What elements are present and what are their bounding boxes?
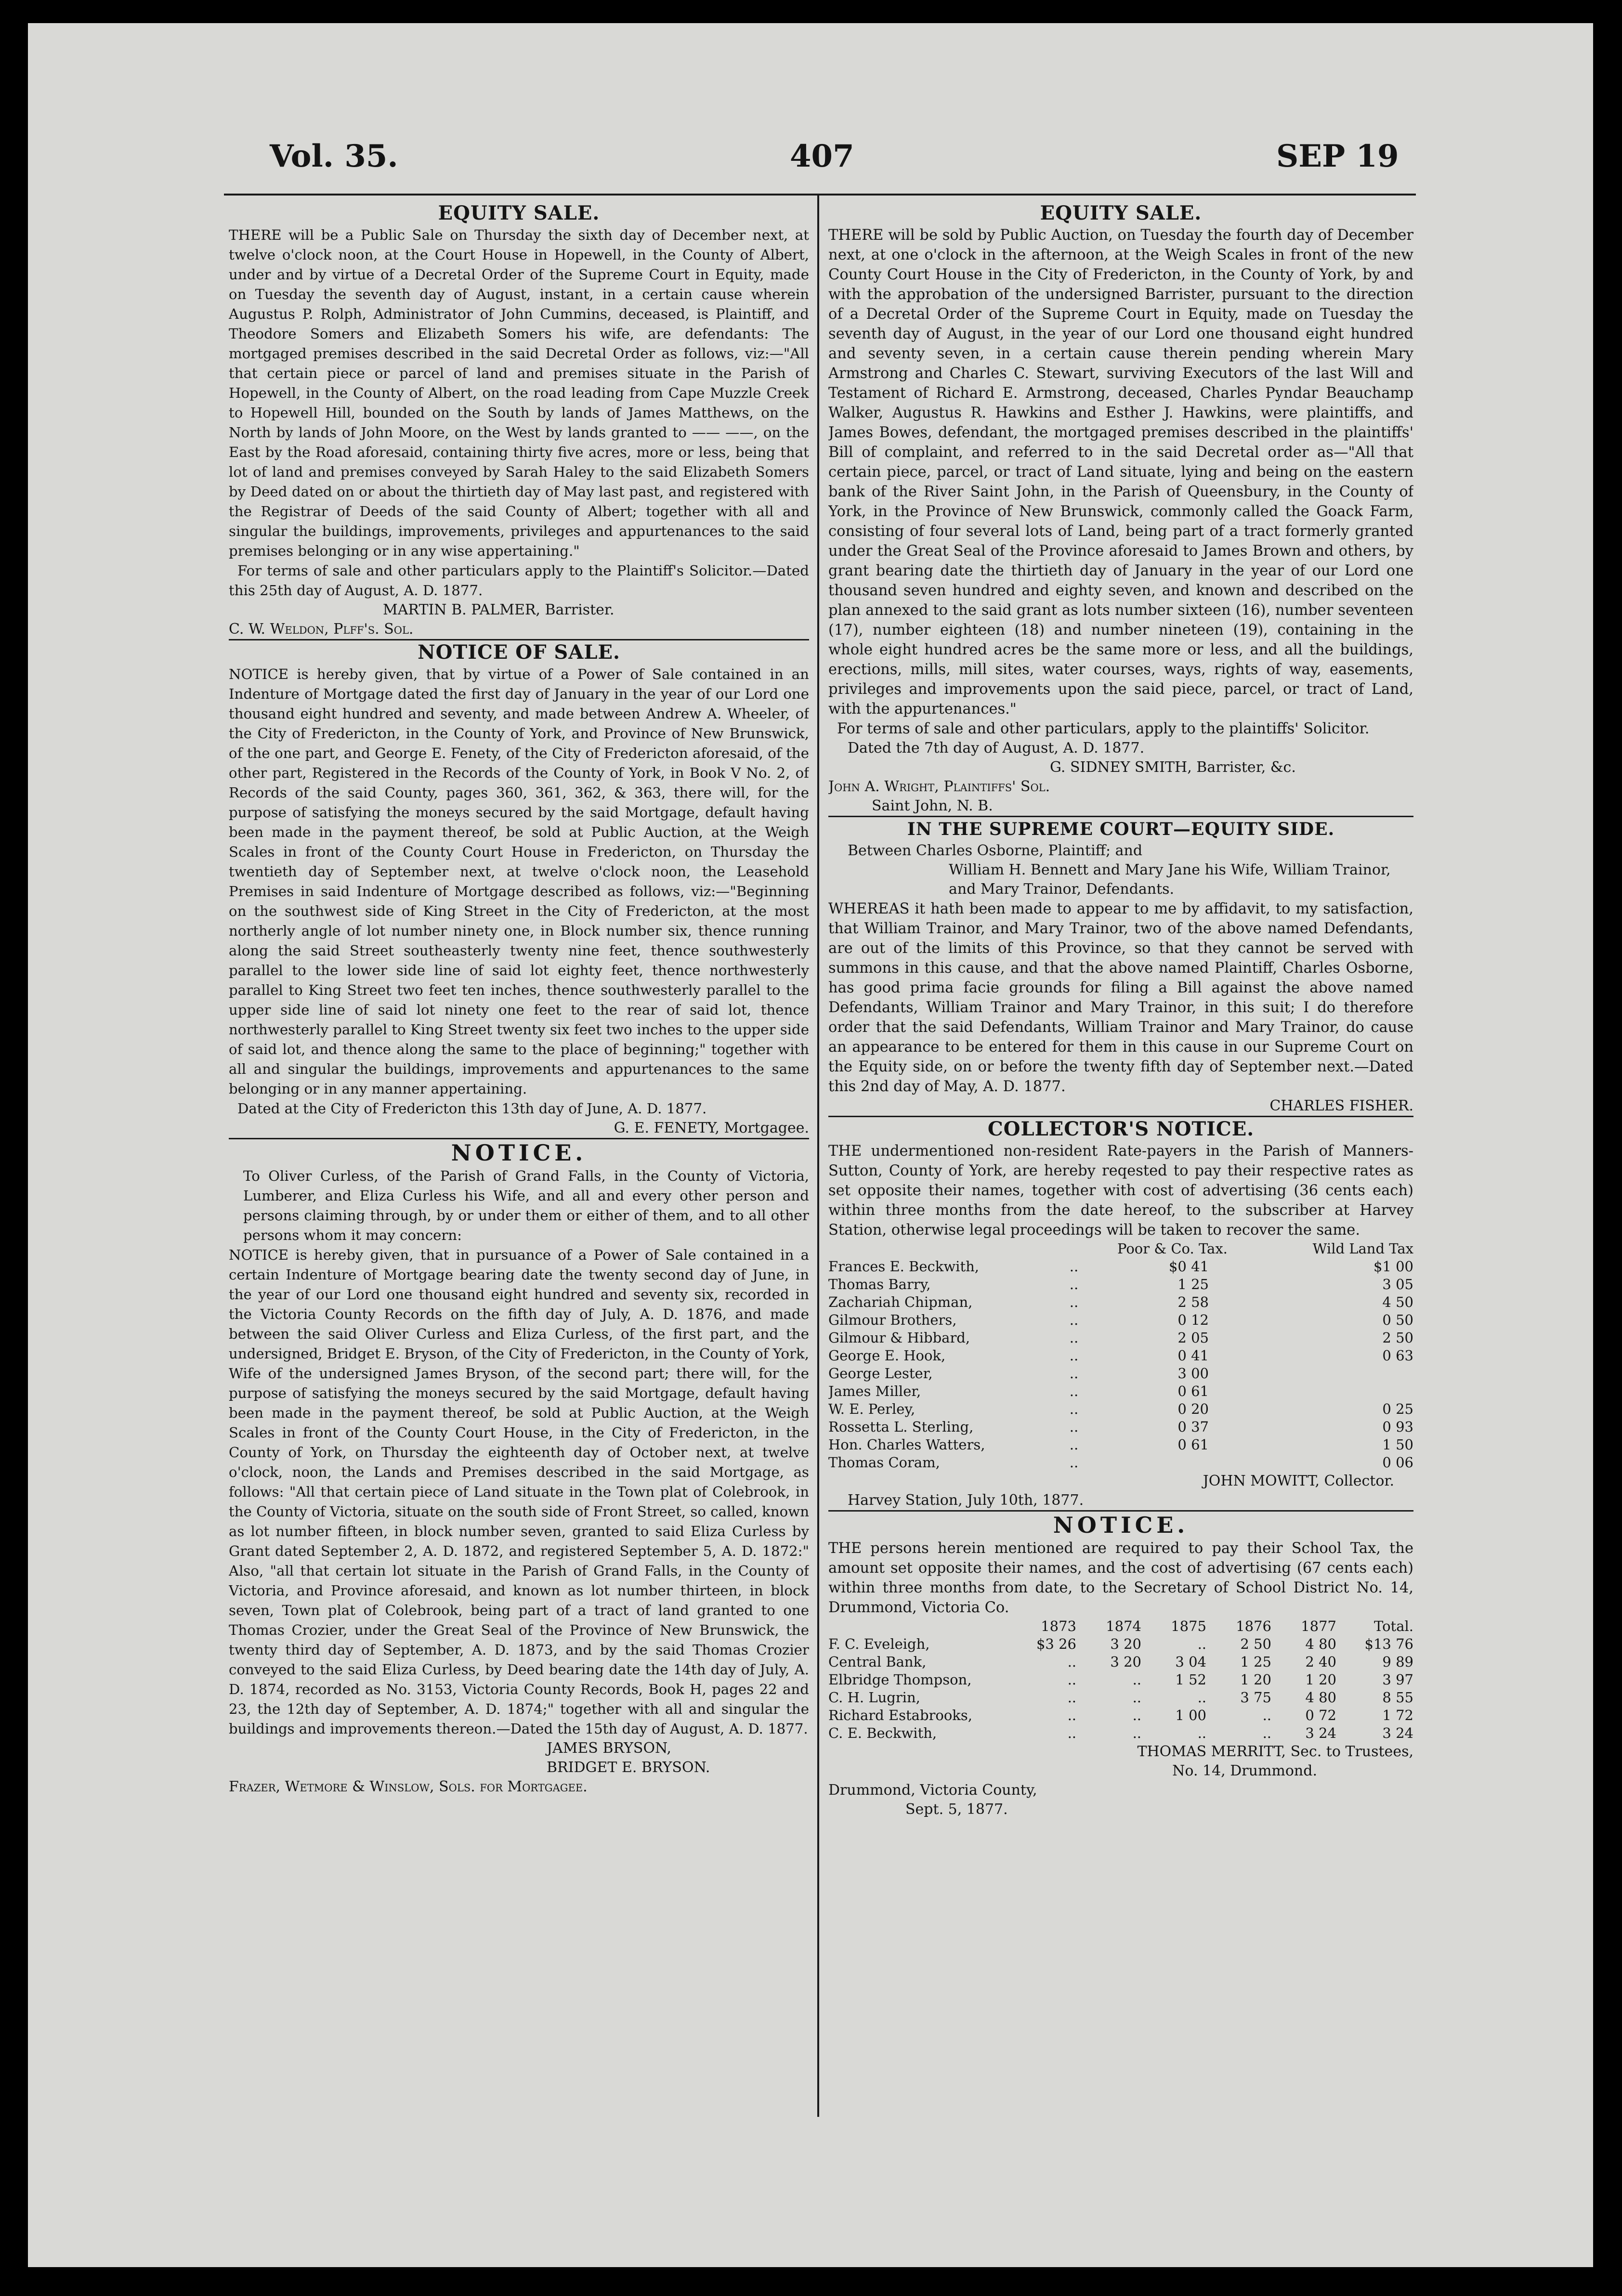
collectors-cell-poor: 2 05 [1177, 1330, 1209, 1346]
collectors-cell-name: Thomas Coram, [828, 1454, 940, 1471]
collectors-cell-dots: .. [1069, 1383, 1079, 1399]
collectors-cell-name: Gilmour Brothers, [828, 1312, 957, 1328]
collectors-cell-poor: 0 61 [1177, 1383, 1209, 1399]
equity-sale-left [229, 201, 809, 639]
school-tax-year-row [828, 1618, 1413, 1635]
school-tax-name: Central Bank, [828, 1654, 927, 1670]
school-tax-amount: 4 80 [1305, 1636, 1336, 1652]
equity-sale-right-body: THERE will be sold by Public Auction, on Tuesday the fourth day of December next, at one o'clock in the afternoon, at the Weigh Scales in front of the new County Court House in the City of Fredericton, in the County of York, by and with the approbation of the undersigned Barrister, pursuant to the direction of a Decretal Order of the Supreme Court in Equity, made on Tuesday the seventh day of August, in the year of our Lord one thousand eight hundred and seventy seven, in a certain cause therein pending wherein Mary Armstrong and Charles C. Stewart, surviving Executors of the last Will and Testament of Richard E. Armstrong, deceased, Charles Pyndar Beauchamp Walker, Augustus R. Hawkins and Esther J. Hawkins, were plaintiffs, and James Bowes, defendant, the mortgaged premises described in the plaintiffs' Bill of complaint, and referred to in the said Decretal order as—"All that certain piece, parcel, or tract of Land situate, lying and being on the eastern bank of the River Saint John, in the Parish of Queensbury, in the County of York, in the Province of New Brunswick, commonly called the Goack Farm, consisting of four several lots of Land, being part of a tract formerly granted under the Great Seal of the Province aforesaid to James Brown and others, by grant bearing date the thirtieth day of January in the year of our Lord one thousand seven hundred and eighty seven, and known and described on the plan annexed to the said grant as lots number sixteen (16), number seventeen (17), number eighteen (18) and number nineteen (19), containing in the whole eight hundred acres be the same more or less, and all the buildings, erections, mills, mill sites, water courses, ways, rights of way, easements, privileges and improvements upon the said piece, parcel, or tract of Land, with the appurtenances." [828, 227, 1413, 718]
school-tax-amount: 3 20 [1110, 1654, 1141, 1670]
collectors-cell-name: W. E. Perley, [828, 1401, 916, 1417]
equity-sale-right [828, 201, 1413, 816]
school-tax-amount: 1 20 [1240, 1671, 1271, 1688]
collectors-cell-wild: 0 63 [1382, 1347, 1413, 1364]
notice-of-sale-signature: G. E. FENETY, Mortgagee. [614, 1120, 809, 1136]
school-tax-amount: .. [1067, 1725, 1076, 1741]
collectors-cell-wild: 0 93 [1382, 1419, 1413, 1435]
supreme-court-parties-2: William H. Bennett and Mary Jane his Wife, William Trainor, and Mary Trainor, Defendants. [949, 861, 1391, 898]
equity-sale-right-dated: Dated the 7th day of August, A. D. 1877. [848, 740, 1145, 757]
collectors-cell-poor: 1 25 [1177, 1276, 1209, 1292]
collectors-cell-wild: 1 50 [1382, 1436, 1413, 1453]
collectors-cell-wild: 2 50 [1382, 1330, 1413, 1346]
column-divider [817, 196, 819, 2117]
school-tax-amount: 0 72 [1305, 1707, 1336, 1723]
collectors-cell-name: Frances E. Beckwith, [828, 1258, 979, 1275]
supreme-court-signature: CHARLES FISHER. [1269, 1097, 1413, 1114]
collectors-cell-wild: $1 00 [1373, 1258, 1413, 1275]
curless-notice-solicitors: Frazer, Wetmore & Winslow, Sols. for Mortgagee. [229, 1778, 588, 1795]
school-tax-amount: 2 50 [1240, 1636, 1271, 1652]
collectors-cell-spacer [1209, 1293, 1295, 1311]
school-tax-signature-2: No. 14, Drummond. [1172, 1762, 1317, 1779]
school-tax-amount: .. [1197, 1636, 1206, 1652]
collectors-table-row [828, 1311, 1413, 1329]
collectors-cell-poor: 0 20 [1177, 1401, 1209, 1417]
school-tax-amount: .. [1262, 1707, 1271, 1723]
collectors-cell-poor: 0 61 [1177, 1436, 1209, 1453]
school-tax-row [828, 1724, 1413, 1742]
school-tax-amount: .. [1197, 1689, 1206, 1706]
school-tax-year-header: 1873 [1041, 1618, 1076, 1634]
school-tax-name: C. H. Lugrin, [828, 1689, 920, 1706]
collectors-cell-spacer [1209, 1347, 1295, 1365]
collectors-cell-wild: 0 06 [1382, 1454, 1413, 1471]
collectors-table-row [828, 1400, 1413, 1418]
school-tax-row [828, 1689, 1413, 1707]
collectors-cell-name: Hon. Charles Watters, [828, 1436, 985, 1453]
supreme-court-parties-1: Between Charles Osborne, Plaintiff; and [848, 842, 1143, 859]
collectors-cell-dots: .. [1069, 1258, 1079, 1275]
collectors-cell-spacer [1209, 1383, 1295, 1400]
collectors-cell-poor: 3 00 [1177, 1365, 1209, 1382]
supreme-court-notice [828, 817, 1413, 1116]
school-tax-row [828, 1707, 1413, 1724]
notice-of-sale [229, 640, 809, 1138]
school-tax-amount: .. [1132, 1689, 1141, 1706]
volume-label: Vol. 35. [270, 138, 398, 174]
school-tax-amount: .. [1262, 1725, 1271, 1741]
collectors-cell-spacer [1209, 1436, 1295, 1454]
collectors-table-row [828, 1276, 1413, 1293]
school-tax-amount: $3 26 [1036, 1636, 1076, 1652]
school-tax-year-header: 1875 [1171, 1618, 1206, 1634]
school-tax-table [828, 1618, 1413, 1742]
school-tax-amount: $13 76 [1364, 1636, 1413, 1652]
school-tax-amount: 3 24 [1305, 1725, 1336, 1741]
collectors-table-row [828, 1293, 1413, 1311]
collectors-cell-wild [1295, 1383, 1413, 1400]
collectors-table-row [828, 1347, 1413, 1365]
collectors-cell-wild: 3 05 [1382, 1276, 1413, 1292]
school-tax-amount: .. [1067, 1707, 1076, 1723]
equity-sale-right-signature: G. SIDNEY SMITH, Barrister, &c. [1050, 759, 1296, 776]
issue-date: SEP 19 [1276, 138, 1399, 174]
collectors-cell-name: Zachariah Chipman, [828, 1294, 973, 1310]
school-tax-notice-title: NOTICE. [1053, 1512, 1189, 1538]
collectors-cell-spacer [1209, 1454, 1295, 1472]
collectors-cell-dots: .. [1069, 1454, 1079, 1471]
school-tax-amount: .. [1067, 1654, 1076, 1670]
notice-of-sale-dated: Dated at the City of Fredericton this 13th day of June, A. D. 1877. [237, 1100, 707, 1117]
collectors-cell-spacer [1209, 1329, 1295, 1347]
collectors-cell-dots: .. [1069, 1419, 1079, 1435]
collectors-cell-poor: 0 37 [1177, 1419, 1209, 1435]
right-column [828, 201, 1413, 2127]
left-column [229, 201, 809, 2127]
school-tax-amount: 3 24 [1382, 1725, 1413, 1741]
school-tax-amount: 8 55 [1382, 1689, 1413, 1706]
equity-sale-left-solicitor: C. W. Weldon, Plff's. Sol. [229, 621, 414, 638]
collectors-cell-poor: 0 41 [1177, 1347, 1209, 1364]
school-tax-notice-body: THE persons herein mentioned are required to pay their School Tax, the amount set opposite their names, and the cost of advertising (67 cents each) within three months from date, to the Secretary of School District No. 14, Drummond, Victoria Co. [828, 1540, 1413, 1616]
collectors-cell-wild: 4 50 [1382, 1294, 1413, 1310]
curless-notice [229, 1139, 809, 1797]
collectors-table-row [828, 1258, 1413, 1276]
collectors-cell-dots: .. [1069, 1330, 1079, 1346]
collectors-cell-wild: 0 25 [1382, 1401, 1413, 1417]
school-tax-amount: 3 75 [1240, 1689, 1271, 1706]
school-tax-amount: .. [1067, 1689, 1076, 1706]
school-tax-amount: 3 20 [1110, 1636, 1141, 1652]
collectors-cell-name: Rossetta L. Sterling, [828, 1419, 974, 1435]
school-tax-amount: 2 40 [1305, 1654, 1336, 1670]
header-rule [224, 194, 1416, 196]
collectors-cell-dots: .. [1069, 1401, 1079, 1417]
collectors-cell-spacer [1209, 1311, 1295, 1329]
collectors-cell-name: George Lester, [828, 1365, 933, 1382]
school-tax-amount: .. [1132, 1671, 1141, 1688]
collectors-notice [828, 1117, 1413, 1510]
school-tax-amount: 1 25 [1240, 1654, 1271, 1670]
collectors-cell-spacer [1209, 1400, 1295, 1418]
equity-sale-right-title: EQUITY SALE. [1040, 202, 1202, 224]
collectors-col-wild: Wild Land Tax [1312, 1240, 1413, 1257]
curless-notice-address: To Oliver Curless, of the Parish of Grand Falls, in the County of Victoria, Lumberer, and Eliza Curless his Wife, and all and every other person and persons claiming through, by or under them or either of them, and to all other persons whom it may concern: [243, 1168, 809, 1243]
collectors-cell-name: Gilmour & Hibbard, [828, 1330, 970, 1346]
school-tax-amount: 3 04 [1175, 1654, 1206, 1670]
school-tax-name: C. E. Beckwith, [828, 1725, 937, 1741]
supreme-court-title: IN THE SUPREME COURT—EQUITY SIDE. [907, 819, 1335, 839]
equity-sale-left-title: EQUITY SALE. [438, 202, 600, 224]
collectors-cell-name: James Miller, [828, 1383, 921, 1399]
school-tax-amount: 9 89 [1382, 1654, 1413, 1670]
collectors-col-poor: Poor & Co. Tax. [1117, 1240, 1228, 1257]
school-tax-amount: .. [1197, 1725, 1206, 1741]
school-tax-amount: .. [1132, 1725, 1141, 1741]
equity-sale-right-terms: For terms of sale and other particulars, apply to the plaintiffs' Solicitor. [837, 720, 1370, 737]
school-tax-name: Richard Estabrooks, [828, 1707, 972, 1723]
collectors-cell-poor: 0 12 [1177, 1312, 1209, 1328]
school-tax-notice [828, 1512, 1413, 1819]
curless-notice-signature-2: BRIDGET E. BRYSON. [547, 1759, 710, 1776]
collectors-table-row [828, 1418, 1413, 1436]
school-tax-amount: 1 72 [1382, 1707, 1413, 1723]
equity-sale-left-signature: MARTIN B. PALMER, Barrister. [383, 601, 615, 618]
collectors-notice-body: THE undermentioned non-resident Rate-payers in the Parish of Manners-Sutton, County of York, are hereby reqested to pay their respective rates as set opposite their names, together with cost of advertising (36 cents each) within three months from the date hereof, to the subscriber at Harvey Station, otherwise legal proceedings will be taken to recover the same. [828, 1143, 1413, 1239]
collectors-cell-wild [1295, 1365, 1413, 1383]
curless-notice-signature-1: JAMES BRYSON, [547, 1740, 671, 1757]
school-tax-year-header: 1876 [1236, 1618, 1271, 1634]
collectors-cell-spacer [1209, 1276, 1295, 1293]
collectors-table-row [828, 1365, 1413, 1383]
equity-sale-left-terms: For terms of sale and other particulars apply to the Plaintiff's Solicitor.—Dated this 25th day of August, A. D. 1877. [229, 562, 809, 599]
school-tax-amount: .. [1132, 1707, 1141, 1723]
collectors-cell-poor [1108, 1454, 1209, 1472]
notice-of-sale-title: NOTICE OF SALE. [418, 641, 620, 664]
equity-sale-right-solicitor: John A. Wright, Plaintiffs' Sol. [828, 778, 1050, 795]
collectors-cell-name: Thomas Barry, [828, 1276, 931, 1292]
curless-notice-body: NOTICE is hereby given, that in pursuance of a Power of Sale contained in a certain Indenture of Mortgage bearing date the twenty second day of June, in the year of our Lord one thousand eight hundred and seventy six, recorded in the Victoria County Records on the fifth day of July, A. D. 1876, and made between the said Oliver Curless and Eliza Curless, of the first part, and the undersigned, Bridget E. Bryson, of the City of Fredericton, in the County of York, Wife of the undersigned James Bryson, of the second part; there will, for the purpose of satisfying the moneys secured by the said Mortgage, default having been made in the payment thereof, be sold at Public Auction, at the Weigh Scales in front of the County Court House, in the City of Fredericton, in the County of York, on Thursday the eighteenth day of October next, at twelve o'clock, noon, the Lands and Premises described in the said Mortgage, as follows: "All that certain piece of Land situate in the Town plat of Colebrook, in the County of Victoria, situate on the south side of Front Street, so called, known as lot number fifteen, in block number seven, granted to said Eliza Curless by Grant dated September 2, A. D. 1872, and registered September 5, A. D. 1872:" Also, "all that certain lot situate in the Parish of Grand Falls, in the County of Victoria, and Province aforesaid, and known as lot number thirteen, in block seven, Town plat of Colebrook, being part of a tract of land granted to one Thomas Crozier, under the Great Seal of the Province of New Brunswick, the twenty third day of September, A. D. 1873, and by the said Thomas Crozier conveyed to the said Eliza Curless, by Deed bearing date the 14th day of July, A. D. 1874, recorded as No. 3153, Victoria County Records, Book H, pages 22 and 23, the 12th day of September, A. D. 1874;" together with all and singular the buildings and improvements thereon.—Dated the 15th day of August, A. D. 1877. [229, 1247, 809, 1737]
collectors-cell-spacer [1209, 1418, 1295, 1436]
school-tax-row [828, 1653, 1413, 1671]
collectors-table-row [828, 1454, 1413, 1472]
page-number: 407 [790, 138, 854, 174]
supreme-court-body: WHEREAS it hath been made to appear to me by affidavit, to my satisfaction, that William Trainor, and Mary Trainor, two of the above named Defendants, are out of the limits of this Province, so that they cannot be served with summons in this cause, and that the above named Plaintiff, Charles Osborne, has good prima facie grounds for filing a Bill against the above named Defendants, William Trainor and Mary Trainor, in this suit; I do therefore order that the said Defendants, William Trainor and Mary Trainor, do cause an appearance to be entered for them in this cause in our Supreme Court on the Equity side, on or before the twenty fifth day of September next.—Dated this 2nd day of May, A. D. 1877. [828, 900, 1413, 1095]
collectors-cell-dots: .. [1069, 1347, 1079, 1364]
school-tax-amount: 1 52 [1175, 1671, 1206, 1688]
collectors-notice-title: COLLECTOR'S NOTICE. [987, 1118, 1255, 1140]
collectors-cell-spacer [1209, 1258, 1295, 1276]
collectors-cell-poor: 2 58 [1177, 1294, 1209, 1310]
school-tax-year-header: 1877 [1301, 1618, 1336, 1634]
equity-sale-right-city: Saint John, N. B. [872, 797, 993, 814]
collectors-notice-signature: JOHN MOWITT, Collector. [1203, 1473, 1394, 1489]
school-tax-amount: 4 80 [1305, 1689, 1336, 1706]
collectors-table-header [828, 1240, 1413, 1258]
school-tax-row [828, 1635, 1413, 1653]
collectors-cell-wild: 0 50 [1382, 1312, 1413, 1328]
collectors-cell-dots: .. [1069, 1312, 1079, 1328]
school-tax-date: Sept. 5, 1877. [905, 1801, 1008, 1818]
collectors-table-row [828, 1383, 1413, 1400]
school-tax-name: Elbridge Thompson, [828, 1671, 972, 1688]
curless-notice-title: NOTICE. [451, 1140, 587, 1166]
collectors-cell-dots: .. [1069, 1365, 1079, 1382]
collectors-table-row [828, 1436, 1413, 1454]
school-tax-year-header: Total. [1374, 1618, 1413, 1634]
collectors-notice-place-date: Harvey Station, July 10th, 1877. [848, 1492, 1084, 1509]
school-tax-amount: 3 97 [1382, 1671, 1413, 1688]
collectors-cell-dots: .. [1069, 1276, 1079, 1292]
collectors-cell-spacer [1209, 1365, 1295, 1383]
school-tax-place: Drummond, Victoria County, [828, 1782, 1037, 1799]
school-tax-amount: 1 00 [1175, 1707, 1206, 1723]
school-tax-name: F. C. Eveleigh, [828, 1636, 930, 1652]
collectors-cell-name: George E. Hook, [828, 1347, 946, 1364]
school-tax-year-header: 1874 [1106, 1618, 1141, 1634]
school-tax-amount: .. [1067, 1671, 1076, 1688]
school-tax-amount: 1 20 [1305, 1671, 1336, 1688]
collectors-table-row [828, 1329, 1413, 1347]
notice-of-sale-body: NOTICE is hereby given, that by virtue of a Power of Sale contained in an Indenture of Mortgage dated the first day of January in the year of our Lord one thousand eight hundred and seventy, and made between Andrew A. Wheeler, of the City of Fredericton, in the County of York, and Province of New Brunswick, of the one part, and George E. Fenety, of the City of Fredericton aforesaid, of the other part, Registered in the Records of the County of York, in Book V No. 2, of Records of the said County, pages 360, 361, 362, & 363, there will, for the purpose of satisfying the moneys secured by the said Mortgage, default having been made in the payment thereof, be sold at Public Auction, at the Weigh Scales in front of the County Court House in Fredericton, on Thursday the twentieth day of September next, at twelve o'clock noon, the Leasehold Premises in said Indenture of Mortgage described as follows, viz:—"Beginning on the southwest side of King Street in the City of Fredericton, at the most northerly angle of lot number ninety one, in Block number six, thence running along the said Street southeasterly twenty nine feet, thence southwesterly parallel to the lower side line of said lot eighty feet, thence northwesterly parallel to King Street two feet ten inches, thence southwesterly parallel to the upper side line of said lot ninety one feet to the rear of said lot, thence northwesterly parallel to King Street twenty six feet two inches to the upper side of said lot, and thence along the same to the place of beginning;" together with all and singular the buildings, improvements and appurtenances to the same belonging or in any manner appertaining. [229, 666, 809, 1097]
school-tax-row [828, 1671, 1413, 1689]
collectors-cell-poor: $0 41 [1168, 1258, 1209, 1275]
collectors-cell-dots: .. [1069, 1436, 1079, 1453]
collectors-table [828, 1240, 1413, 1472]
school-tax-signature-1: THOMAS MERRITT, Sec. to Trustees, [1137, 1743, 1413, 1760]
collectors-cell-dots: .. [1069, 1294, 1079, 1310]
equity-sale-left-body: THERE will be a Public Sale on Thursday the sixth day of December next, at twelve o'clock noon, at the Court House in Hopewell, in the County of Albert, under and by virtue of a Decretal Order of the Supreme Court in Equity, made on Tuesday the seventh day of August, instant, in a certain cause wherein Augustus P. Rolph, Administrator of John Cummins, deceased, is Plaintiff, and Theodore Somers and Elizabeth Somers his wife, are defendants: The mortgaged premises described in the said Decretal Order as follows, viz:—"All that certain piece or parcel of land and premises situate in the Parish of Hopewell, in the County of Albert, on the road leading from Cape Muzzle Creek to Hopewell Hill, bounded on the South by lands of James Matthews, on the North by lands of John Moore, on the West by lands granted to —— ——, on the East by the Road aforesaid, containing thirty five acres, more or less, being that lot of land and premises conveyed by Sarah Haley to the said Elizabeth Somers by Deed dated on or about the thirtieth day of May last past, and registered with the Registrar of Deeds of the said County of Albert; together with all and singular the buildings, improvements, privileges and appurtenances to the said premises belonging or in any wise appertaining." [229, 227, 809, 559]
